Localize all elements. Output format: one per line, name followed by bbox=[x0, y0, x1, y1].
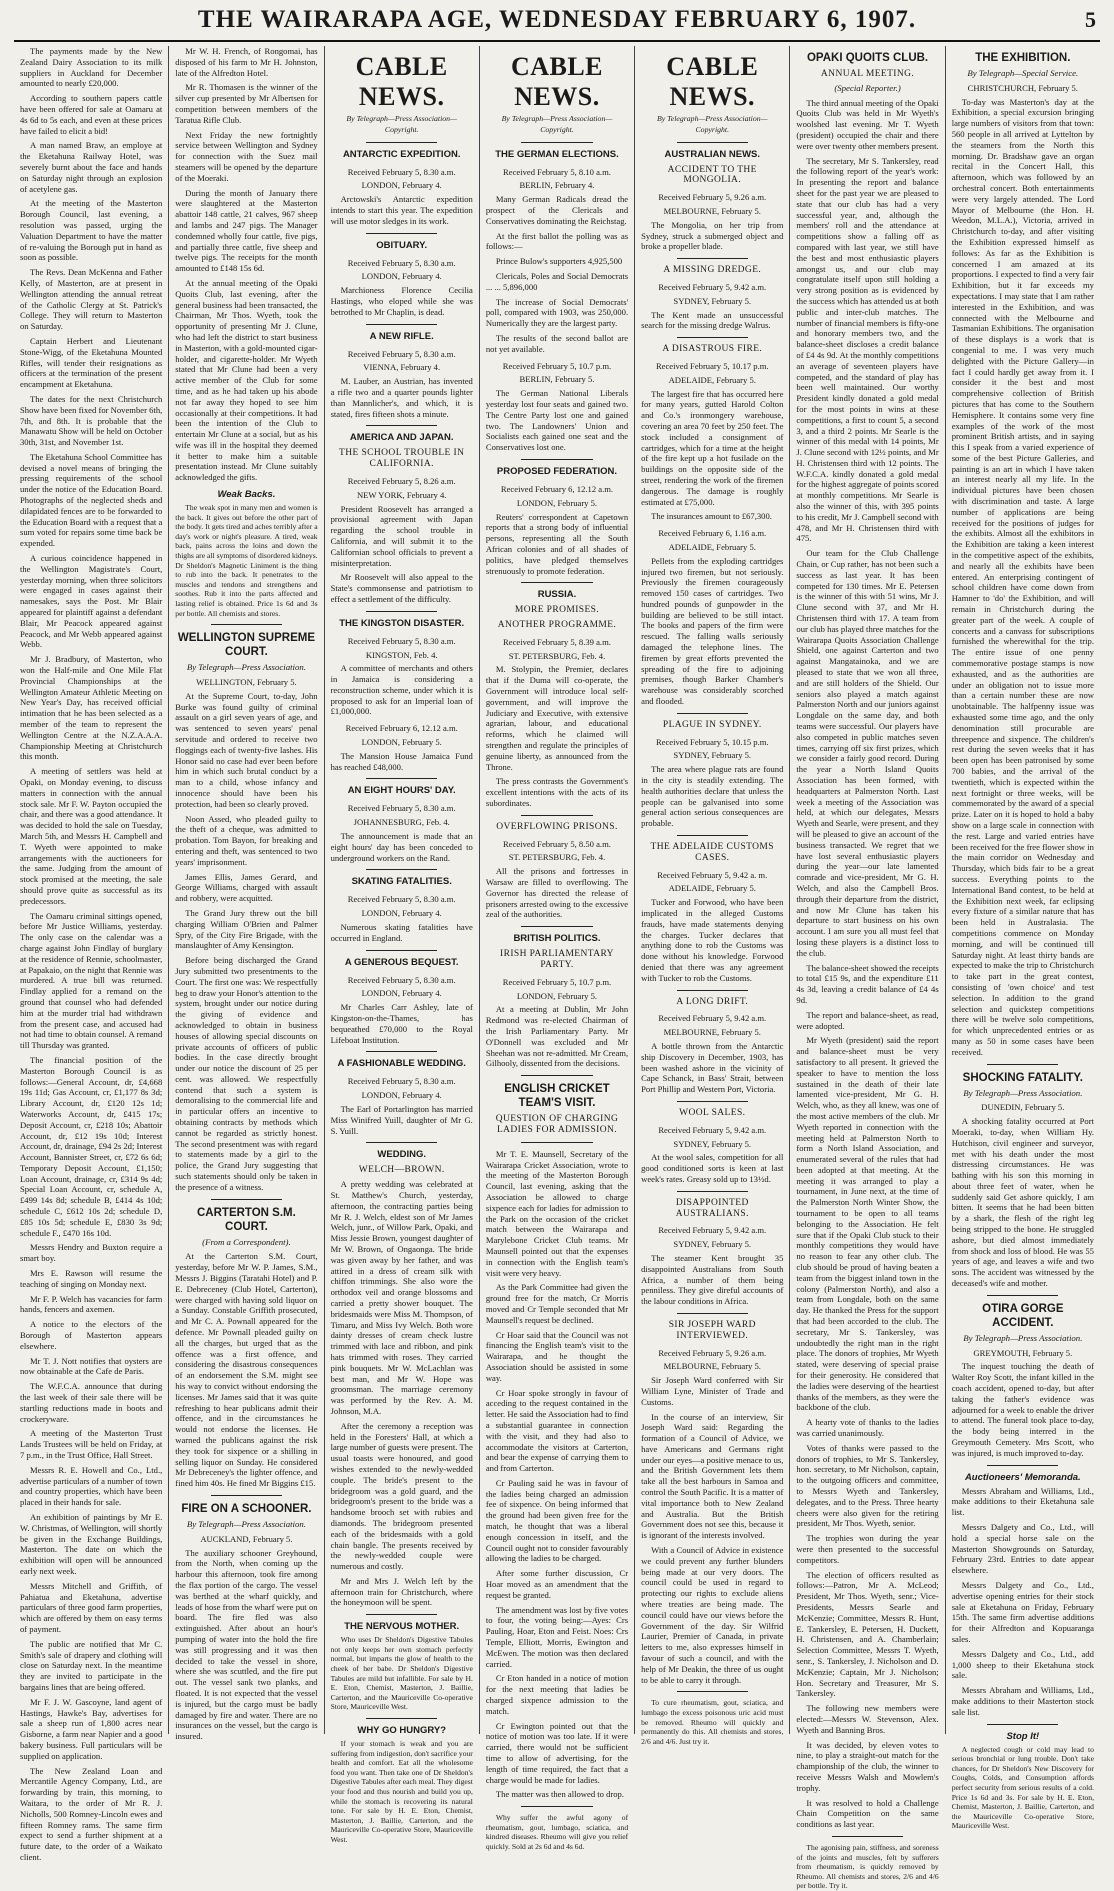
column-7 bbox=[946, 46, 1100, 1831]
article-paragraph: Mr Wyeth (president) said the report and balance-sheet must be very satisfactory to all present. It grieved the speaker to have to mention the loss sustained in the death of their late lamented vice-president, Mr G. H. Welch, who, as they all knew, was one of the most active members of the club. Mr Wyeth reported in connection with the meeting held at Palmerston North to form a North Island Association, and enumerated several of the rules that had been adopted at that meeting. At the meeting it was arranged to play a tournament, in June next, at the time of the Palmerston North Winter Show, the tournament to be open to all teams belonging to the Association. He felt sure that if the Opaki Club stuck to their monthly competitions they would have no reason to fear any other club. The club should be proud of having beaten a team from the biggest inland town in the colony (Palmerston North), and also a team from Longdale, both on the same day. He thanked the Press for the support that had been accorded to the club. The secretary, Mr S. Tankersley, was undoubtedly the right man in the right place. The donors of trophies, Mr Wyeth stated, were deserving of special praise for their generosity. He considered that the ladies were deserving of the heartiest thanks of the members, as they were the backbone of the club. bbox=[796, 1035, 939, 1413]
article-paragraph: A bottle thrown from the Antarctic ship Discovery in December, 1903, has been washed ashore in the vicinity of Cape Schanck, in Bass' Strait, between Port Phillip and Western Port, Victoria. bbox=[641, 1040, 784, 1095]
divider bbox=[366, 324, 437, 325]
dateline: Received February 5, 8.30 a.m. bbox=[347, 348, 456, 359]
article-paragraph: After some further discussion, Cr Hoar moved as an amendment that the request be granted. bbox=[485, 1568, 629, 1600]
article-paragraph: The Earl of Portarlington has married Miss Winifred Yuill, daughter of Mr G. S. Yuill. bbox=[330, 1104, 473, 1136]
dateline: Received February 5, 8.10 a.m. bbox=[503, 166, 611, 177]
article-paragraph: Sir Joseph Ward conferred with Sir William Lyne, Minister of Trade and Customs. bbox=[641, 1375, 784, 1407]
article-paragraph: Marchioness Florence Cecilia Hastings, who eloped while she was betrothed to Mr Chaplin, is dead. bbox=[330, 285, 473, 317]
dateline: Received February 5, 9.42 a. m. bbox=[657, 869, 768, 880]
article-paragraph: Pellets from the exploding cartridges injured two firemen, but not seriously. Previously the firemen courageously removed 150 cases of cartridges. Two hundred pounds of gunpowder in the building are believed to be still intact. The books and papers of the firm were rescued. The falling walls seriously damaged the telephone lines. The firemen by great efforts prevented the spreading of the fire to adjoining premises, though Barker Chamber's warehouse was considerably scorched and flooded. bbox=[641, 555, 784, 707]
ad-heading: Stop It! bbox=[1006, 1730, 1040, 1742]
divider bbox=[677, 258, 748, 259]
article-paragraph: Before being discharged the Grand Jury submitted two presentments to the Court. The first one was: We respectfully beg to draw your Honor's attention to the system, brought under our notice during the giving of evidence and acknowledged to obtain in business houses of allowing special discounts on private accounts of officers of public bodies. In the case directly brought under our notice the discount of 25 per cent. was allowed. We respectfully contend that such a system is demoralising to the commercial life and in particular offers an incentive to obtaining contracts by methods which cannot be regarded as strictly honest. The second presentment was with regard to statements made by a girl to the police, the Grand Jury suggesting that such statements should only be taken in the presence of a witness. bbox=[175, 955, 318, 1192]
news-paragraph: Mr W. H. French, of Rongomai, has disposed of his farm to Mr H. Johnston, late of the Alfredton Hotel. bbox=[175, 46, 318, 78]
section-heading: AMERICA AND JAPAN. bbox=[349, 432, 454, 444]
byline: By Telegraph—Press Association. bbox=[186, 662, 306, 673]
article-paragraph: Tucker and Forwood, who have been implicated in the alleged Customs frauds, have made statements denying the charges. Tucker declares that anything done to rob the Customs was done without his knowledge. Forwood denied that there was any agreement with Tucker to rob the Customs. bbox=[641, 897, 784, 983]
divider bbox=[366, 611, 437, 612]
article-paragraph: A hearty vote of thanks to the ladies was carried unanimously. bbox=[796, 1417, 939, 1439]
article-paragraph: Arctowski's Antarctic expedition intends to start this year. The expedition will use motor sledges in its work. bbox=[330, 194, 473, 226]
dateline: Received February 5, 8.30 a.m. bbox=[347, 635, 456, 646]
column-5 bbox=[635, 46, 790, 1746]
article-paragraph: After the ceremony a reception was held in the Foresters' Hall, at which a large number of guests were present. The usual toasts were honoured, and good wishes extended to the newly-wedded couple. The bride's present to the bridegroom was a gold guard, and the bridegroom's present to the bride was a handsome brooch set with rubies and diamonds. The bridegroom presented each of the bridesmaids with a gold chain bangle. The presents received by the newly-wedded couple were numerous and costly. bbox=[330, 1420, 473, 1572]
article-paragraph: Cr Hoar spoke strongly in favour of acceding to the request contained in the letter. He said the Association had to find a substantial guarantee in connection with the visit, and they had also to accommodate the visitors at Carterton, and bear the expense of carrying them to and from Carterton. bbox=[485, 1387, 629, 1474]
dateline: LONDON, February 4. bbox=[361, 180, 442, 191]
section-heading: AUSTRALIAN NEWS. bbox=[664, 148, 761, 160]
section-heading: AN EIGHT HOURS' DAY. bbox=[347, 785, 456, 797]
article-paragraph: The German National Liberals yesterday lost four seats and gained two. The Centre Party lost one and gained two. The Landowners' Union and Socialists each gained one seat and the Conservatives lost one. bbox=[485, 388, 629, 453]
columns bbox=[14, 46, 1100, 1891]
dateline: SYDNEY, February 5. bbox=[673, 1239, 752, 1250]
news-paragraph: During the month of January there were slaughtered at the Masterton abattoir 148 cattle, 21 calves, 967 sheep and lambs and 247 pigs. The Manager condemned wholly four cattle, five pigs, and partially three cattle, five sheep and twelve pigs. The receipts for the month amounted to £148 15s 6d. bbox=[175, 187, 318, 274]
section-heading: SHOCKING FATALITY. bbox=[962, 1071, 1083, 1084]
divider bbox=[366, 778, 437, 779]
dateline: LONDON, February 4. bbox=[361, 1090, 442, 1101]
article-paragraph: All the prisons and fortresses in Warsaw are filled to overflowing. The Governor has directed the release of prisoners arrested owing to the excessive zeal of the authorities. bbox=[485, 866, 629, 920]
byline: By Telegraph—Press Association. bbox=[963, 1087, 1083, 1098]
article-paragraph: A shocking fatality occurred at Port Moeraki, to-day, when William Hy. Hutchison, civil engineer and surveyor, met with his death under the most distressing circumstances. He was bathing with his son this morning in about three feet of water, when he suddenly said Get ashore quickly, I am bitten. It seems that he had been bitten by a shark, the flesh of the right leg being stripped to the bone. He struggled ashore, but died almost immediately from shock and loss of blood. He was 55 years of age, and leaves a wife and two sons. The accident was witnessed by the deceased's wife and mother. bbox=[951, 1116, 1094, 1289]
divider bbox=[366, 1718, 437, 1719]
dateline: LONDON, February 4. bbox=[361, 988, 442, 999]
divider bbox=[677, 337, 748, 338]
divider bbox=[677, 1191, 748, 1192]
dateline: ST. PETERSBURG, Feb. 4. bbox=[508, 852, 606, 863]
section-heading: PROPOSED FEDERATION. bbox=[496, 465, 618, 477]
ad-heading: THE NERVOUS MOTHER. bbox=[344, 1621, 460, 1633]
article-paragraph: At a meeting at Dublin, Mr John Redmond was re-elected Chairman of the Irish Parliamentary Party. Mr O'Donnell was excluded and Mr Sheehan was not re-admitted. Mr Cream, Gilhooly, dissented from the decisions. bbox=[485, 1004, 629, 1069]
article-paragraph: The steamer Kent brought 35 disappointed Australians from South Africa, a number of them being penniless. They give direful accounts of the labour conditions in Africa. bbox=[641, 1252, 784, 1307]
subheading: ANOTHER PROGRAMME. bbox=[497, 620, 617, 631]
column-3 bbox=[325, 46, 480, 1844]
divider bbox=[521, 582, 592, 583]
divider bbox=[521, 1075, 592, 1076]
news-paragraph: Mrs E. Rawson will resume the teaching of singing on Monday next. bbox=[20, 1268, 163, 1289]
dateline: NEW YORK, February 4. bbox=[356, 489, 447, 500]
article-paragraph: The press contrasts the Government's excellent intentions with the acts of its subordinates. bbox=[485, 776, 629, 809]
article-paragraph: Mr Charles Carr Ashley, late of Kingston-on-the-Thames, has bequeathed £70,000 to the Royal Lifeboat Institution. bbox=[330, 1002, 473, 1045]
divider bbox=[677, 713, 748, 714]
article-paragraph: The results of the second ballot are not yet available. bbox=[485, 332, 629, 354]
article-paragraph: Messrs Dalgety and Co., Ltd., add 1,000 sheep to their Eketahuna stock sale. bbox=[951, 1648, 1094, 1681]
dateline: LONDON, February 5. bbox=[516, 990, 598, 1001]
article-paragraph: President Roosevelt has arranged a provisional agreement with Japan regarding the school trouble in California, and will submit it to the Californian school officials to prevent a misinterpretation. bbox=[330, 503, 473, 568]
article-paragraph: Numerous skating fatalities have occurred in England. bbox=[330, 922, 473, 943]
divider bbox=[521, 142, 592, 143]
dateline: LONDON, February 4. bbox=[361, 908, 442, 919]
divider bbox=[987, 1295, 1058, 1296]
ad-text: To cure rheumatism, gout, sciatica, and lumbago the excess poisonous uric acid must be removed. Rheumo will quickly and permanently do this. All chemists and stores, 2/6 and 4/6. Just try it. bbox=[641, 1698, 784, 1746]
byline: By Telegraph—Press Association—Copyright. bbox=[501, 114, 613, 134]
column-2 bbox=[169, 46, 324, 1742]
dateline: BERLIN, February 4. bbox=[519, 180, 595, 191]
article-paragraph: Messrs Dalgety and Co., Ltd., advertise opening entries for their stock sale at Eketahuna on Friday, February 15th. The same firm advertise additions for their Alfredton and Kopuaranga sales. bbox=[951, 1580, 1094, 1644]
byline: (From a Correspondent). bbox=[202, 1236, 291, 1247]
news-paragraph: A notice to the electors of the Borough of Masterton appears elsewhere. bbox=[20, 1319, 163, 1351]
dateline: Received February 6, 12.12 a.m. bbox=[500, 483, 614, 494]
masthead bbox=[14, 0, 1100, 42]
subheading: MORE PROMISES. bbox=[514, 605, 600, 616]
dateline: SYDNEY, February 5. bbox=[673, 750, 752, 761]
article-paragraph: The auxiliary schooner Greyhound, from the North, when coming up the harbour this afternoon, took fire among the flax portion of the cargo. The vessel was berthed at the wharf quickly, and leads of hose from the wharf were put on board. The fire fled was also extinguished. After about an hour's pumping of water into the hold the fire was still progressing and it was then decided to take the vessel in shore, where she was scuttled, and the fire put out. The vessel sank two planks, and floated. It is not expected that the vessel is injured, but the cargo must be badly damaged by fire and water. There are no insurances on the vessel, but the cargo is insured. bbox=[175, 1547, 318, 1742]
dateline: AUCKLAND, February 5. bbox=[200, 1533, 293, 1544]
news-paragraph: Captain Herbert and Lieutenant Stone-Wigg, of the Eketahuna Mounted Rifles, will tender their resignations as officers at the termination of the present encampment at Eketahuna. bbox=[20, 335, 163, 390]
section-heading: A GENEROUS BEQUEST. bbox=[344, 956, 459, 968]
dateline: Received February 5, 10.15 p.m. bbox=[655, 736, 769, 747]
news-paragraph: The payments made by the New Zealand Dairy Association to its milk suppliers in Auckland for December amounted to nearly £20,000. bbox=[20, 46, 163, 89]
byline: By Telegraph—Press Association—Copyright. bbox=[346, 114, 457, 134]
news-paragraph: Mr R. Thomasen is the winner of the silver cup presented by Mr Albertsen for competition between members of the Taratua Rifle Club. bbox=[175, 82, 318, 125]
divider bbox=[521, 1806, 592, 1807]
news-paragraph: At the annual meeting of the Opaki Quoits Club, last evening, after the general business had been transacted, the Chairman, Mr Thos. Wyeth, took the opportunity of presenting Mr J. Clune, who had left the district to start business in Masterton, with a gold-mounted cigar-holder, and cigarette-holder. Mr Wyeth stated that Mr Clune had been a very active member of the Club for some time, and as he had taken up his abode not far away they hoped to see him occasionally at their competitions. It had been the intention of the Club to entertain Mr Clune at a social, but as his wife was ill in the hospital they deemed it better to make him a suitable presentation instead. Mr Clune suitably acknowledged the gifts. bbox=[175, 277, 318, 483]
dateline: MELBOURNE, February 5. bbox=[663, 205, 761, 216]
news-paragraph: The Revs. Dean McKenna and Father Kelly, of Masterton, are at present in Wellington attending the annual retreat of the Catholic Clergy at St. Patrick's College. They will return to Masterton on Saturday. bbox=[20, 267, 163, 332]
news-paragraph: Messrs Mitchell and Griffith, of Pahiatua and Eketahuna, advertise particulars of three good farm properties, which are offered by them on easy terms of payment. bbox=[20, 1580, 163, 1634]
divider bbox=[677, 990, 748, 991]
ad-heading: Weak Backs. bbox=[217, 489, 276, 501]
article-paragraph: The Mongolia, on her trip from Sydney, struck a submerged object and broke a propeller blade. bbox=[641, 219, 784, 252]
subheading: WELCH—BROWN. bbox=[358, 1165, 445, 1176]
byline: By Telegraph—Special Service. bbox=[967, 68, 1079, 78]
news-paragraph: Mr F. P. Welch has vacancies for farm hands, fencers and axemen. bbox=[20, 1293, 163, 1315]
article-paragraph: The increase of Social Democrats' poll, compared with 1903, was 250,000. Numerically they are the largest party. bbox=[485, 296, 629, 329]
dateline: GREYMOUTH, February 5. bbox=[973, 1347, 1073, 1358]
news-paragraph: The public are notified that Mr C. Smith's sale of drapery and clothing will close on Saturday next. In the meantime they are invited to participate in the bargains lines that are being offered. bbox=[20, 1638, 163, 1692]
article-paragraph: With a Council of Advice in existence we could prevent any further blunders being made at our very doors. The council could be used in regard to protecting our rights to exclude aliens where treaties are being made. The council could have our views before the Government of the day. Sir Wilfrid Laurier, Premier of Canada, in private letters to me, also expresses himself in favour of such a council, and with the help of Mr Deakin, the three of us ought to be able to carry it through. bbox=[641, 1545, 784, 1685]
dateline: Received February 5, 8.50 a.m. bbox=[503, 838, 611, 849]
article-paragraph: The inquest touching the death of Walter Roy Scott, the infant killed in the coach accident, opened to-day, but after taking the father's evidence was adjourned for a week to enable the driver to attend. The funeral took place to-day, the body being interred in the Greymouth Cemetery. Mrs Scott, who was injured, is much improved to-day. bbox=[951, 1361, 1094, 1458]
dateline: MELBOURNE, February 5. bbox=[663, 1027, 761, 1038]
article-paragraph: The secretary, Mr S. Tankersley, read the following report of the year's work: In presenting the report and balance sheet for the past year we are pleased to state that our club has had a very successful year, and, although the members' roll and the attendance at competitions show a falling off as compared with last year, we still have the best and most enthusiastic players amongst us, and our club may congratulate itself upon still holding a very strong position as is evidenced by the success which has attended us at both public and inter-club matches. The number of financial members is fifty-one and honorary members two, and the balance-sheet discloses a credit balance of £4 4s 9d. At the monthly competitions an average of seventeen players have competed, and the standard of play has been well maintained. Our worthy President kindly donated a gold medal for the most points in wins at these competitions, a first to count 5, a second 3, and a third 2 points. Mr Searle is the winner of this medal with 14 points, Mr J. Clune second with 12½ points, and Mr H. Christensen third with 12 points. The W.F.C.A. kindly donated a gold medal for the highest aggregate of points scored at monthly competitions. Mr Searle is also the winner of this, with 395 points to his credit, Mr J. Campbell second with 478, and Mr H. Christensen third with 475. bbox=[796, 155, 939, 544]
section-heading: WEDDING. bbox=[377, 1149, 426, 1161]
dateline: Received February 5, 10.17 p.m. bbox=[655, 360, 769, 371]
dateline: SYDNEY, February 5. bbox=[673, 295, 752, 306]
article-paragraph: The balance-sheet showed the receipts to total £15 9s, and the expenditure £11 4s 3d, leaving a credit balance of £4 4s 9d. bbox=[796, 962, 939, 1005]
article-paragraph: The area where plague rats are found in the city is steadily extending. The health authorities declare that unless the people can be galvanised into some general action serious consequences are probable. bbox=[641, 764, 784, 829]
news-paragraph: A man named Braw, an employe at the Eketahuna Railway Hotel, was severely burnt about the face and hands on Saturday night through an explosion of acetylene gas. bbox=[20, 140, 163, 194]
subheading: ANNUAL MEETING. bbox=[820, 69, 915, 79]
section-heading: RUSSIA. bbox=[537, 589, 577, 601]
divider bbox=[987, 1465, 1058, 1466]
article-paragraph: M. Stolypin, the Premier, declares that if the Duma will co-operate, the Government will introduce local self-government, and will improve the Judiciary and Executive, with extensive agrarian, labour, and educational reforms, which he claimed will strengthen and regulate the principles of genuine liberty, as announced from the Throne. bbox=[485, 664, 629, 772]
article-paragraph: It was resolved to hold a Challenge Chain Competition on the same conditions as last year. bbox=[796, 1797, 939, 1830]
article-paragraph: In the course of an interview, Sir Joseph Ward said: Regarding the formation of a Council of Advice, we have Americans and Germans right under our eyes—a positive menace to us, and the British Government lets them take all the best harbours in Samoa and control the South Pacific. It is a matter of vital importance both to New Zealand and Australia. But the British Government does not see this, because it is ignorant of the interests involved. bbox=[641, 1411, 784, 1541]
divider bbox=[521, 815, 592, 816]
ad-text: Who uses Dr Sheldon's Digestive Tabules not only keeps her own stomach perfectly normal, but imparts the glow of health to the cheek of her babe. Dr Sheldon's Digestive Tabules are mild but infallible. For sale by H. E. Eton, Chemist, Masterton, J. Baillie, Carterton, and the Mauriceville Co-operative Store, Mauriceville West. bbox=[330, 1635, 473, 1712]
article-paragraph: James Ellis, James Gerard, and George Williams, charged with assault and robbery, were acquitted. bbox=[175, 871, 318, 904]
article-paragraph: Clericals, Poles and Social Democrats ... ... 5,896,000 bbox=[485, 270, 629, 292]
subheading: THE SCHOOL TROUBLE IN CALIFORNIA. bbox=[339, 448, 465, 470]
news-paragraph: Mr F. J. W. Gascoyne, land agent of Hastings, Hawke's Bay, advertises for sale a sheep run of 1,800 acres near Gisborne, a farm near Napier and a good bakery business. Full particulars will be supplied on application. bbox=[20, 1696, 163, 1761]
dateline: BERLIN, February 5. bbox=[519, 374, 595, 385]
section-heading: ANTARCTIC EXPEDITION. bbox=[342, 148, 461, 160]
dateline: Received February 5, 9.26 a.m. bbox=[658, 192, 767, 203]
subheading: A LONG DRIFT. bbox=[676, 996, 749, 1007]
divider bbox=[832, 1836, 903, 1837]
section-heading: OTIRA GORGE ACCIDENT. bbox=[982, 1302, 1064, 1329]
section-heading: SKATING FATALITIES. bbox=[351, 876, 452, 888]
article-paragraph: The election of officers resulted as follows:—Patron, Mr A. McLeod; President, Mr Thos. Wyeth, senr.; Vice-Presidents, Messrs Searle and McKenzie; Committee, Messrs R. Hunt, E. Tankersley, E. Petersen, H. Duckett, H. Christensen, and A. Chamberlain; Selection Committee, Messrs T. Wyeth, senr., S. Tankersley, J. Nicholson and D. McKenzie; Captain, Mr J. Nicholson; Hon. Secretary and Treasurer, Mr S. Tankersley. bbox=[796, 1569, 939, 1699]
dateline: Received February 5, 9.26 a.m. bbox=[658, 1347, 767, 1358]
subheading: DISAPPOINTED AUSTRALIANS. bbox=[675, 1197, 749, 1219]
article-paragraph: Our team for the Club Challenge Chain, or Cup rather, has not been such a success as last year. It has been competed for 130 times. Mr E. Petersen is the winner of this with 51 wins, Mr J. Clune second with 37, and Mr H. Christensen third with 17. A team from our club has played three matches for the Wairarapa Quoits Association Challenge Shield, one against Carterton and two against Mangatainoka, and we are pleased to state that we won all three, and are still holders of the Shield. Our seniors also played a match against Palmerston North and our juniors against Longdale on the same day, and both teams were successful. Our players have also competed in public matches seven times, carrying off six first prizes, which we consider a fairly good record. During the year a North Island Quoits Association has been formed, with headquarters at Palmerston North. Last week a meeting of the Association was held, at which our delegates, Messrs Wyeth and Searle, were present, and they will be pleased to give an account of the business transacted. We regret that we have lost several enthusiastic players during the year—our late lamented comrade and vice-president, Mr G. H. Welch, and also the Campbell Bros. through their departure from the district, and now Mr Clune has taken his departure to start business on his own account. I am sure you all must feel that losing these players is a distinct loss to the club. bbox=[796, 548, 939, 958]
article-paragraph: The Grand Jury threw out the bill charging William O'Brien and Palmer Spry, of the City Fire Brigade, with the manslaughter of Amy Kensington. bbox=[175, 907, 318, 951]
column-4 bbox=[480, 46, 635, 1851]
dateline: Received February 5, 9.42 a.m. bbox=[658, 1124, 767, 1135]
divider bbox=[366, 425, 437, 426]
article-paragraph: Noon Assed, who pleaded guilty to the theft of a cheque, was admitted to probation. Tom Bayon, for breaking and entering and theft, was sentenced to two years' imprisonment. bbox=[175, 813, 318, 867]
divider bbox=[366, 1051, 437, 1052]
dateline: ADELAIDE, February 5. bbox=[668, 541, 756, 552]
news-paragraph: Messrs R. E. Howell and Co., Ltd., advertise particulars of a number of town and country properties, which have been placed in their hands for sale. bbox=[20, 1464, 163, 1508]
subheading: WOOL SALES. bbox=[679, 1107, 746, 1118]
dateline: ADELAIDE, February 5. bbox=[668, 374, 756, 385]
divider bbox=[987, 1064, 1058, 1065]
dateline: Received February 5, 10.7 p.m. bbox=[502, 976, 612, 987]
article-paragraph: At the Carterton S.M. Court, yesterday, before Mr W. P. James, S.M., Messrs J. Biggins (Taratahi Hotel) and P. E. Debreceney (Club Hotel, Carterton), were charged with having sold liquor on a Sunday. Constable Griffith prosecuted, and Mr C. A. Pownall appeared for the defence. Mr Pownall pleaded guilty on all the charges, but urged that as the offence was a first offence, and considering the disastrous consequences of an endorsement the S.M. might see his way to convict without endorsing the licenses. Mr James said that it was quite refreshing to hear publicans admit their offence, and in the circumstances he would not endorse the licenses. He warned the publicans against the risk they took for sixpence or a shilling in selling liquor on Sunday. He considered Mr Debreceney's the lighter offence, and fined him 40s. He fined Mr Biggins £15. bbox=[175, 1251, 318, 1489]
news-paragraph: A meeting of the Masterton Trust Lands Trustees will be held on Friday, at 7 p.m., in the Trust Office, Hall Street. bbox=[20, 1428, 163, 1461]
dateline: Received February 5, 9.42 a.m. bbox=[658, 1013, 767, 1024]
dateline: DUNEDIN, February 5. bbox=[981, 1102, 1065, 1113]
article-paragraph: At the wool sales, competition for all good conditioned sorts is keen at last week's rates. Greasy sold up to 13½d. bbox=[641, 1152, 784, 1184]
subheading: SIR JOSEPH WARD INTERVIEWED. bbox=[668, 1319, 756, 1341]
article-paragraph: Mr Roosevelt will also appeal to the State's commonsense and patriotism to effect a settlement of the difficulty. bbox=[330, 572, 473, 604]
article-paragraph: Messrs Dalgety and Co., Ltd., will hold a special horse sale on the Masterton Showgrounds on Saturday, February 23rd. Entries to date appear elsewhere. bbox=[951, 1522, 1094, 1576]
byline: By Telegraph—Press Association—Copyright. bbox=[656, 114, 768, 134]
section-heading: FIRE ON A SCHOONER. bbox=[181, 1502, 312, 1515]
dateline: ADELAIDE, February 5. bbox=[668, 883, 756, 894]
dateline: VIENNA, February 4. bbox=[363, 362, 441, 373]
article-paragraph: It was decided, by eleven votes to nine, to play a straight-out match for the championship of the club, the winner to receive Messrs Walsh and Mowlem's trophy. bbox=[796, 1739, 939, 1793]
section-heading: A FASHIONABLE WEDDING. bbox=[337, 1058, 466, 1070]
ad-text: Why suffer the awful agony of rheumatism, gout, lumbago, sciatica, and kindred diseases. Rheumo will give you relief quickly. Sold at 2s 6d and 4s 6d. bbox=[485, 1813, 629, 1851]
ad-text: The weak spot in many men and women is the back. It gives out before the other part of the body. It gets tired and aches terribly after a day's work or night's pleasure. A tired, weak back, pains across the loins and down the thighs are all symptoms of disordered kidneys. Dr Sheldon's Magnetic Liniment is the thing to rub into the back. It penetrates to the muscles and tendons and strengthens and soothes. Rub it into the parts affected and lasting relief is obtained. Price 1s 6d and 3s per bottle. All chemists and stores. bbox=[175, 503, 318, 618]
news-paragraph: Mr T. J. Nott notifies that oysters are now obtainable at the Cafe de Paris. bbox=[20, 1355, 163, 1377]
ad-text: The agonising pain, stiffness, and soreness of the joints and muscles, felt by sufferers from rheumatism, is quickly removed by Rheumo. All chemists and stores, 2/6 and 4/6 per bottle. Try it. bbox=[796, 1842, 939, 1891]
divider bbox=[521, 1142, 592, 1143]
news-paragraph: The Oamaru criminal sittings opened, before Mr Justice Williams, yesterday. The only case on the calendar was a charge against John Findlay of burglary at the residence of Rennie, schoolmaster, at Papakaio, on the night that Rennie was murdered. A true bill was returned. Findlay applied for a remand on the ground that counsel who had defended him at the murder trial had withdrawn from the present case, and accused had not had time to obtain counsel. A remand till Thursday was granted. bbox=[20, 910, 163, 1051]
page-number: 5 bbox=[1085, 7, 1096, 32]
article-paragraph: Cr Hoar said that the Council was not financing the English team's visit to the Wairarapa, and he thought the Association should be assisted in some way. bbox=[485, 1329, 629, 1383]
article-paragraph: Cr Pauling said he was in favour of the ladies being charged an admission fee of sixpence. On being informed that the ground had been given free for the match, he thought that was a liberal enough concession in itself, and the Council ought not to consider favourably allowing the ladies to be charged. bbox=[485, 1477, 629, 1564]
article-paragraph: The Kent made an unsuccessful search for the missing dredge Walrus. bbox=[641, 309, 784, 331]
dateline: ST. PETERSBURG, Feb. 4. bbox=[508, 650, 606, 661]
article-paragraph: The largest fire that has occurred here for many years, gutted Harold Colton and Co.'s ironmongery warehouse, covering an area 70 feet by 250 feet. The stock included a consignment of cartridges, which for a time at the height of the fire kept up a hot fusilade on the buildings on the opposite side of the street, rendering the work of the firemen dangerous. The damage is roughly estimated at £75,000. bbox=[641, 388, 784, 507]
article-paragraph: Many German Radicals dread the prospect of the Clericals and Conservatives dominating the Reichstag. bbox=[485, 194, 629, 226]
article-paragraph: As the Park Committee had given the ground free for the match, Cr Morris moved and Cr Temple seconded that Mr Maunsell's request be declined. bbox=[485, 1282, 629, 1325]
byline: By Telegraph—Press Association. bbox=[963, 1332, 1083, 1343]
news-paragraph: The New Zealand Loan and Mercantile Agency Company, Ltd., are forwarding by train, this morning, to Waitara, to the order of Mr R. J. Nicholls, 500 Romney-Lincoln ewes and fifteen Romney rams. The same firm expect to send a further shipment at a future date, to the order of a Waikato client. bbox=[20, 1765, 163, 1862]
dateline: LONDON, February 5. bbox=[516, 497, 598, 508]
section-heading: WELLINGTON SUPREME COURT. bbox=[177, 632, 315, 659]
divider bbox=[366, 950, 437, 951]
divider bbox=[677, 1691, 748, 1692]
subheading: A MISSING DREDGE. bbox=[663, 265, 762, 276]
dateline: Received February 5, 8.30 a.m. bbox=[347, 257, 456, 268]
article-paragraph: The announcement is made that an eight hours' day has been conceded to underground workers on the Rand. bbox=[330, 831, 473, 863]
ad-heading: WHY GO HUNGRY? bbox=[357, 1725, 447, 1737]
section-heading: OBITUARY. bbox=[376, 239, 428, 251]
article-paragraph: The insurances amount to £67,300. bbox=[651, 511, 772, 522]
article-paragraph: Prince Bulow's supporters 4,925,500 bbox=[495, 256, 623, 267]
article-paragraph: Mr and Mrs J. Welch left by the afternoon train for Christchurch, where the honeymoon will be spent. bbox=[330, 1575, 473, 1608]
article-paragraph: Messrs Abraham and Williams, Ltd., make additions to their Masterton stock sale list. bbox=[951, 1685, 1094, 1717]
dateline: Received February 5, 9.42 a.m. bbox=[658, 1225, 767, 1236]
article-paragraph: Cr Ewington pointed out that the notice of motion was too late. If it were carried, there would not be sufficient time to allow of advertising, for the length of time required, the fact that a charge would be made for ladies. bbox=[485, 1720, 629, 1785]
subheading: ACCIDENT TO THE MONGOLIA. bbox=[667, 164, 757, 186]
dateline: Received February 5, 8.30 a.m. bbox=[347, 974, 456, 985]
section-heading: ENGLISH CRICKET TEAM'S VISIT. bbox=[504, 1083, 610, 1110]
section-heading: THE GERMAN ELECTIONS. bbox=[495, 148, 619, 160]
ad-text: If your stomach is weak and you are suffering from indigestion, don't sacrifice your health and comfort. Eat all the wholesome food you want. Then take one of Dr Sheldon's Digestive Tabules after each meal. They digest your food and thus nourish and build you up, while the stomach is recovering its natural tone. For sale by H. E. Eton, Chemist, Masterton, J. Baillie, Carterton, and the Mauriceville Co-operative Store, Mauriceville West. bbox=[330, 1739, 473, 1844]
section-heading: OPAKI QUOITS CLUB. bbox=[806, 52, 929, 64]
news-paragraph: The Eketahuna School Committee has devised a novel means of bringing the pressing requirements of the school under the notice of the Education Board. Photographs of the neglected sheds and dilapidated fences are to be forwarded to the Education Board with a request that a sum voted for repairs some time back be expended. bbox=[20, 451, 163, 549]
article-paragraph: Cr Eton handed in a notice of motion for the next meeting that ladies be charged sixpence admission to the match. bbox=[485, 1673, 629, 1716]
cable-news-title: CABLE NEWS. bbox=[510, 52, 604, 111]
dateline: Received February 5, 8.30 a.m. bbox=[347, 1076, 456, 1087]
article-paragraph: Reuters' correspondent at Capetown reports that a strong body of influential persons, representing all the South African colonies and of all shades of politics, have pledged themselves strenuously to promote federation. bbox=[485, 511, 629, 576]
dateline: Received February 5, 8.30 a.m. bbox=[347, 166, 456, 177]
divider bbox=[677, 1101, 748, 1102]
article-paragraph: A pretty wedding was celebrated at St. Matthew's Church, yesterday, afternoon, the contracting parties being Mr R. J. Welch, eldest son of Mr James Welch, junr., of Willow Park, Opaki, and Miss Jessie Brown, youngest daughter of Mr W. Brown, of Ongaonga. The bride was given away by her father, and was attired in a dress of cream silk with chiffon trimmings. She also wore the orthodox veil and orange blossoms and carried a pretty shower bouquet. The bridesmaids were Miss M. Thompson, of Timaru, and Miss Ivy Welch. Both wore dainty dresses of cream check lustre trimmed with lace and ribbon, and pink hats trimmed with roses. They carried pink bouquets. Mr W. McLachlan was best man, and Mr W. Hope was groomsman. The marriage ceremony was performed by the Rev. A. M. Johnson, M.A. bbox=[330, 1179, 473, 1416]
article-paragraph: The Mansion House Jamaica Fund has reached £48,000. bbox=[330, 750, 473, 772]
section-heading: Auctioneers' Memoranda. bbox=[964, 1471, 1081, 1483]
dateline: MELBOURNE, February 5. bbox=[663, 1361, 761, 1372]
dateline: Received February 5, 8.30 a.m. bbox=[347, 894, 456, 905]
article-paragraph: The amendment was lost by five votes to four, the voting being:—Ayes: Crs Pauling, Hoar, Eton and Feist. Noes: Crs Temple, Elliott, Morris, Ewington and McEwen. The motion was then declared carried. bbox=[485, 1604, 629, 1669]
article-paragraph: The trophies won during the year were then presented to the successful competitors. bbox=[796, 1533, 939, 1565]
news-paragraph: Next Friday the new fortnightly service between Wellington and Sydney for connection with the Suez mail steamers will be opened by the departure of the Moeraki. bbox=[175, 129, 318, 183]
section-heading: THE KINGSTON DISASTER. bbox=[339, 617, 465, 629]
article-paragraph: A committee of merchants and others in Jamaica is considering a reconstruction scheme, under which it is proposed to ask for an Imperial loan of £1,000,000. bbox=[330, 663, 473, 717]
subheading: PLAGUE IN SYDNEY. bbox=[662, 719, 762, 730]
cable-news-title: CABLE NEWS. bbox=[355, 52, 448, 111]
article-paragraph: At the first ballot the polling was as follows:— bbox=[485, 230, 629, 252]
divider bbox=[677, 1313, 748, 1314]
divider bbox=[987, 1724, 1058, 1725]
news-paragraph: Messrs Hendry and Buxton require a smart boy. bbox=[20, 1242, 163, 1264]
subheading: A DISASTROUS FIRE. bbox=[662, 344, 763, 355]
section-heading: BRITISH POLITICS. bbox=[513, 933, 601, 945]
divider bbox=[366, 1142, 437, 1143]
dateline: Received February 6, 1.16 a.m. bbox=[658, 528, 767, 539]
dateline: Received February 5, 8.30 a.m. bbox=[347, 803, 456, 814]
divider bbox=[366, 233, 437, 234]
news-paragraph: A meeting of settlers was held at Opaki, on Monday evening, to discuss matters in connection with the annual stock sale. Mr F. W. Payton occupied the chair, and there was a good attendance. It was decided to hold the sale on Tuesday, March 5th, and Messrs H. Campbell and T. Wyeth were appointed to make arrangements with the auctioneers for the same. Judging from the amount of stock promised at the meeting, the sale should prove quite as successful as its predecessors. bbox=[20, 766, 163, 906]
divider bbox=[366, 142, 437, 143]
dateline: SYDNEY, February 5. bbox=[673, 1138, 752, 1149]
news-paragraph: According to southern papers cattle have been offered for sale at Oamaru at 4s 6d to 5s each, and even at these prices have failed to elicit a bid! bbox=[20, 93, 163, 136]
article-paragraph: Votes of thanks were passed to the donors of trophies, to Mr S. Tankersley, hon. secretary, to Mr Nicholson, captain, to the outgoing officers and committee, to Messrs Wyeth and Tankersley, delegates, and to the Press. Three hearty cheers were also given for the retiring president, Mr Thos. Wyeth, senior. bbox=[796, 1442, 939, 1529]
ad-text: A neglected cough or cold may lead to serious bronchial or lung trouble. Don't take chances, for Dr Sheldon's New Discovery for Coughs, Colds, and Consumption affords perfect security from serious results of a cold. Price 1s 6d and 3s. For sale by H. E. Eton, Chemist, Masterton, J. Baillie, Carterton, and the Mauriceville Co-operative Store, Mauriceville West. bbox=[951, 1744, 1094, 1831]
article-paragraph: To-day was Masterton's day at the Exhibition, a special excursion bringing large numbers of visitors from that town: 560 people in all arrived at Lyttelton by the steamers from the North this morning. Dr. Bradshaw gave an organ recital in the Concert Hall, this afternoon, which was followed by an orchestral concert. Both entertainments were very largely attended. The Lord Mayor of Melbourne (the Hon. H. Weedon, M.L.A.), Victoria, arrived in Christchurch to-day, and after visiting the Exhibition expressed himself as follows: As far as the Exhibition is concerned I am amazed at its proportions. I expected to find a very fair Exhibition, but it far exceeds my expectations. I may state that I am rather interested in the Exhibition, and was connected with the Melbourne and Tasmanian Exhibitions. The organisation of these displays is a work that is congenial to me. I was very much delighted with the Picture Gallery—in fact I could hardly get away from it. I consider it the best and most comprehensive collection of British pictures that has come to the Southern Hemisphere. It contains some very fine examples of the work of the most prominent British artists, and in saying this I speak from a varied experience of some of the best Picture Galleries, and painting is an art in which I have taken an interest nearly all my life. In the individual pictures have been chosen with discrimination and taste. A large number of applications are being received for the positions of judges for the exhibits. Almost all the exhibitors in the Exhibition are taking a keen interest in the competitive aspect of the exhibits, and nearly all the exhibits have been entered. An enterprising contingent of school children have come down from Hamner to 'do' the Exhibition, and will remain in Christchurch during the greater part of the week. A couple of concerts and a canvass for subscriptions furnished the wherewithal for the trip. The entire issue of one penny commemorative postage stamps is now exhausted, and as the authorities are under an obligation not to issue more than a certain number these are now unobtainable. The halfpenny issue was exhausted some time ago, and the only denomination still procurable are threepence and sixpence. The children's rest during the seven weeks that it has been open has been patronised by some 700 babies, and the arrival of the twentieth, which is expected within the next fortnight or three weeks, will be commemorated by the award of a special prize. Later on it is hoped to hold a baby show on a large scale in connection with the rest. Large and varied entries have been received for the free flower show in the main corridor on Wednesday and Thursday, which bids fair to be a great success. Everything points to the International Band contest, to be held at the Exhibition next week, far eclipsing every fixture of a similar nature that has been held in Australasia. The competitions commence on Monday morning, and will be continued till Saturday night. At least thirty bands are expected to make the trip to Christchurch to take part in the great contest, consisting of 'own choice' and test selection. In addition to the grand selection and quickstep competitions there will be twelve solo competitions, for which unprecedented entries or as many as 50 in some cases have been received. bbox=[951, 96, 1094, 1057]
dateline: WELLINGTON, February 5. bbox=[196, 677, 297, 687]
article-paragraph: The report and balance-sheet, as read, were adopted. bbox=[796, 1009, 939, 1031]
cable-news-title: CABLE NEWS. bbox=[666, 52, 759, 111]
news-paragraph: Mr J. Bradbury, of Masterton, who won the Half-mile and One Mile Flat Provincial Championships at the Wellington Amateur Athletic Meeting on New Year's Day, has received official intimation that he has been selected as a member of the team to represent the Wellington Centre at the N.Z.A.A.A. Championship Meeting at Christchurch this month. bbox=[20, 654, 163, 762]
dateline: JOHANNESBURG, Feb. 4. bbox=[353, 817, 450, 828]
dateline: LONDON, February 4. bbox=[361, 271, 442, 282]
dateline: Received February 6, 12.12 a.m. bbox=[345, 723, 458, 734]
article-paragraph: The third annual meeting of the Opaki Quoits Club was held in Mr Wyeth's woolshed last evening. Mr T. Wyeth (president) occupied the chair and there were over twenty other members present. bbox=[796, 97, 939, 151]
section-heading: THE EXHIBITION. bbox=[975, 52, 1071, 64]
subheading: OVERFLOWING PRISONS. bbox=[496, 821, 618, 832]
article-paragraph: At the Supreme Court, to-day, John Burke was found guilty of criminal assault on a girl seven years of age, and was sentenced to seven years' penal servitude and ordered to receive two floggings each of twenty-five lashes. His Honor said no case had ever been before him in which such brutal conduct by a man to a child, whose infancy and innocence should have been his protection, had been so clearly proved. bbox=[175, 690, 318, 809]
dateline: KINGSTON, Feb. 4. bbox=[365, 649, 438, 660]
byline: By Telegraph—Press Association. bbox=[186, 1518, 306, 1529]
article-paragraph: The following new members were elected:—Messrs W. Stevenson, Alex. Wyeth and Banning Bros. bbox=[796, 1703, 939, 1735]
section-heading: CARTERTON S.M. COURT. bbox=[197, 1206, 296, 1233]
dateline: Received February 5, 10.7 p.m. bbox=[502, 360, 612, 371]
article-paragraph: The matter was then allowed to drop. bbox=[495, 1789, 624, 1800]
news-paragraph: The dates for the next Christchurch Show have been fixed for November 6th, 7th, and 8th. It is probable that the Manawatu Show will be held on October 30th, 31st, and November 1st. bbox=[20, 393, 163, 448]
article-paragraph: Mr T. E. Maunsell, Secretary of the Wairarapa Cricket Association, wrote to the meeting of the Masterton Borough Council, last evening, asking that the Association be allowed to charge sixpence each for ladies for admission to the Park on the occasion of the cricket match between the Wairarapa and Marylebone Cricket Club teams. Mr Maunsell pointed out that the expenses in connection with the English team's visit were very heavy. bbox=[485, 1148, 629, 1278]
dateline: Received February 5, 8.26 a.m. bbox=[347, 475, 456, 486]
byline: (Special Reporter.) bbox=[834, 82, 901, 93]
subheading: THE ADELAIDE CUSTOMS CASES. bbox=[650, 842, 774, 863]
column-1 bbox=[14, 46, 169, 1862]
masthead-title: THE WAIRARAPA AGE, WEDNESDAY FEBRUARY 6, 1907. bbox=[197, 6, 917, 33]
section-heading: A NEW RIFLE. bbox=[369, 330, 434, 342]
subheading: QUESTION OF CHARGING LADIES FOR ADMISSION. bbox=[495, 1114, 619, 1135]
news-paragraph: The W.F.C.A. announce that during the last week of their sale there will be startling reductions made in boots and crockeryware. bbox=[20, 1381, 163, 1424]
subheading: IRISH PARLIAMENTARY PARTY. bbox=[500, 949, 614, 971]
article-paragraph: M. Lauber, an Austrian, has invented a rifle two and a quarter pounds lighter than Mannlicher's, and which, it is stated, fires fifteen shots a minute. bbox=[330, 376, 473, 419]
dateline: Received February 5, 8.39 a.m. bbox=[503, 636, 611, 647]
dateline: Received February 5, 9.42 a.m. bbox=[658, 281, 767, 292]
divider bbox=[521, 926, 592, 927]
divider bbox=[366, 869, 437, 870]
news-paragraph: An exhibition of paintings by Mr E. W. Christmas, of Wellington, will shortly be given in the Exchange Buildings, Masterton. The date on which the exhibition will open will be announced early next week. bbox=[20, 1512, 163, 1576]
news-paragraph: At the meeting of the Masterton Borough Council, last evening, a resolution was passed, urging the Valuation Department to have the matter of re-valuing the Borough put in hand as soon as possible. bbox=[20, 198, 163, 263]
divider bbox=[677, 142, 748, 143]
dateline: CHRISTCHURCH, February 5. bbox=[967, 82, 1078, 93]
article-paragraph: Messrs Abraham and Williams, Ltd., make additions to their Eketahuna sale list. bbox=[951, 1485, 1094, 1518]
news-paragraph: The financial position of the Masterton Borough Council is as follows:—General Account, dr, £4,668 19s 11d; Gas Account, cr, £1,177 8s 3d; Library Account, dr, £120 12s 1d; Waterworks Account, dr, £415 17s; Deposit Account, cr, £218 10s; Abattoir Account, dr, £12 19s 10d; Interest Account, dr, drainage, £94 2s 2d; Interest Account, Bannister Street, cr, £72 6s 6d; Temporary Deposit Account, £1,150; Loan Account, drainage, cr, £314 9s 4d; Special Loan Account, cr, schedule A, £499 14s 8d; schedule B, £414 4s 10d; schedule C, £612 10s 2d; schedule D, £85 10s 5d; schedule E, £830 3s 9d; schedule F., £470 16s 10d. bbox=[20, 1054, 163, 1238]
news-paragraph: A curious coincidence happened in the Wellington Magistrate's Court, yesterday morning, when three solicitors were engaged in cases against their namesakes, says the Post. Mr Blair appeared for plaintiff against a defendant Blair, Mr Peacock appeared against Peacock, and Mr Webb appeared against Webb. bbox=[20, 553, 163, 650]
divider bbox=[366, 1614, 437, 1615]
divider bbox=[521, 459, 592, 460]
dateline: LONDON, February 5. bbox=[361, 737, 442, 748]
column-6 bbox=[790, 46, 945, 1891]
divider bbox=[677, 835, 748, 836]
